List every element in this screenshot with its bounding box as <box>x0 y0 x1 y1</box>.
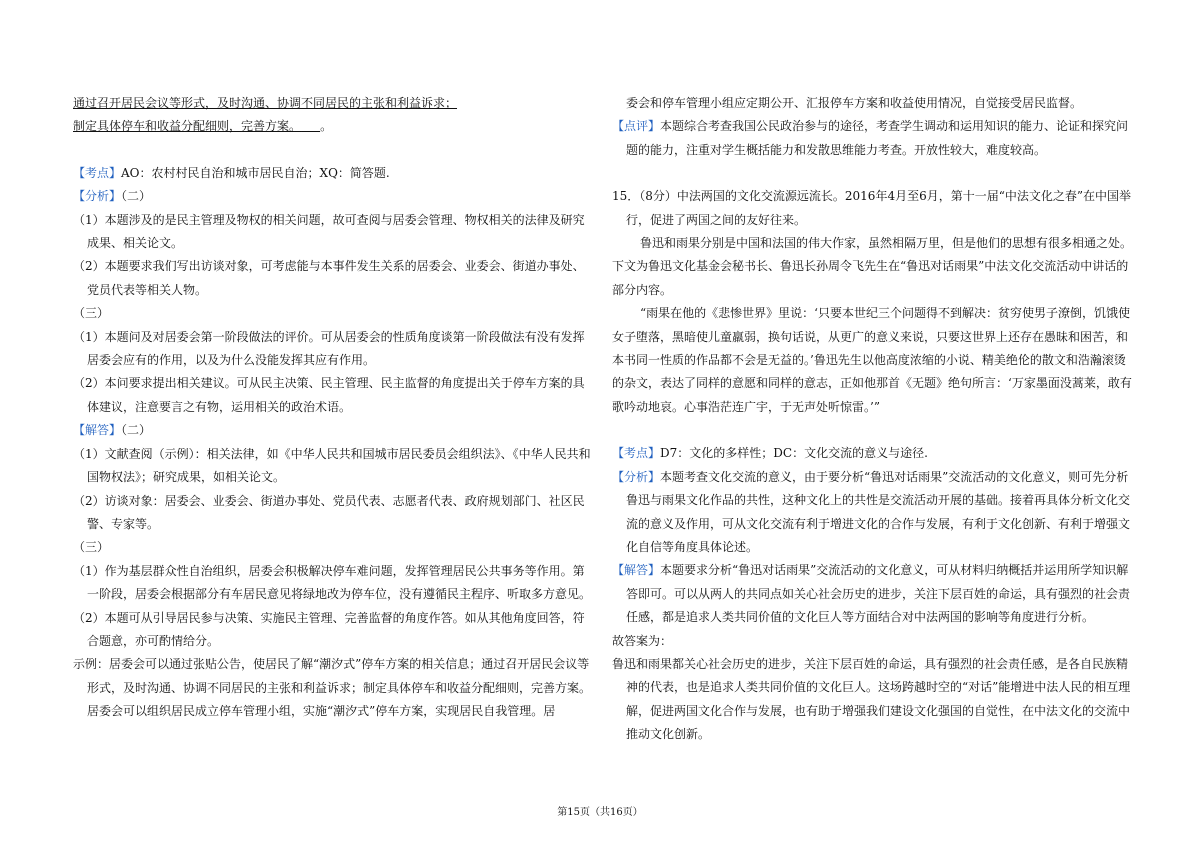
kaodian-text: AO：农村村民自治和城市居民自治；XQ：简答题. <box>121 165 390 180</box>
right-column <box>612 92 1132 747</box>
dianping-line <box>612 115 1132 162</box>
spacer <box>612 419 1132 442</box>
jieda-text: 本题要求分析“鲁迅对话雨果”交流活动的文化意义，可从材料归纳概括并运用所学知识解答即可。可以从两人的共同点如关心社会历史的进步，关注下层百姓的命运，具有强烈的社会责任感，都是追求人类共同价值的文化巨人等方面结合对中法两国的影响等角度进行分析。 <box>626 563 1131 625</box>
fenxi-item-2: （2）本题要求我们写出访谈对象，可考虑能与本事件发生关系的居委会、业委会、街道办事处、党员代表等相关人物。 <box>73 259 585 297</box>
underlined-answer-text: 制定具体停车和收益分配细则，完善方案。 <box>73 119 302 134</box>
jieda-item-1: （1）文献查阅（示例）：相关法律，如《中华人民共和国城市居民委员会组织法》、《中华人民共和国物权法》；研究成果，如相关论文。 <box>73 446 591 485</box>
underlined-answer-line-1: 通过召开居民会议等形式，及时沟通、协调不同居民的主张和利益诉求； <box>73 96 458 110</box>
kaodian-line <box>73 162 593 185</box>
underlined-answer-line-2 <box>73 115 593 138</box>
fenxi-line <box>73 185 593 208</box>
fenxi-line <box>612 466 1132 560</box>
jieda-tag: 【解答】 <box>73 423 122 438</box>
answer-paragraph: 鲁迅和雨果都关心社会历史的进步，关注下层百姓的命运，具有强烈的社会责任感，是各自民族精神的代表，也是追求人类共同价值的文化巨人。这场跨越时空的“对话”能增进中法人民的相互理解，促进两国文化合作与发展，也有助于增强我们建设文化强国的自觉性，在中法文化的交流中推动文化创新。 <box>612 656 1131 742</box>
left-column <box>73 92 593 724</box>
jieda-item-2: （2）访谈对象：居委会、业委会、街道办事处、党员代表、志愿者代表、政府规划部门、社区民警、专家等。 <box>73 493 585 531</box>
fenxi-tag: 【分析】 <box>73 189 122 204</box>
kaodian-tag: 【考点】 <box>73 165 122 180</box>
jieda-3-item-2: （2）本题可从引导居民参与决策、实施民主管理、完善监督的角度作答。如从其他角度回答，符合题意，亦可酌情给分。 <box>73 610 585 648</box>
fenxi-tag: 【分析】 <box>612 469 661 484</box>
example-paragraph: 示例：居委会可以通过张贴公告，使居民了解“潮汐式”停车方案的相关信息；通过召开居民会议等形式，及时沟通、协调不同居民的主张和利益诉求；制定具体停车和收益分配细则，完善方案。居委会可以组织居民成立停车管理小组，实施“潮汐式”停车方案，实现居民自我管理。居 <box>73 657 592 719</box>
kaodian-text: D7：文化的多样性；DC：文化交流的意义与途径. <box>660 446 928 461</box>
dianping-text: 本题综合考查我国公民政治参与的途径，考查学生调动和运用知识的能力、论证和探究问题的能力，注重对学生概括能力和发散思维能力考查。开放性较大，难度较高。 <box>626 119 1129 157</box>
fenxi-item-1: （1）本题涉及的是民主管理及物权的相关问题，故可查阅与居委会管理、物权相关的法律及研究成果、相关论文。 <box>73 212 585 251</box>
question-15: 15．（8分）中法两国的文化交流源远流长。2016年4月至6月，第十一届“中法文化之春”在中国举行，促进了两国之间的友好往来。 <box>612 189 1131 227</box>
blank <box>301 119 320 133</box>
jieda-line <box>73 419 593 442</box>
continued-text: 委会和停车管理小组应定期公开、汇报停车方案和收益使用情况，自觉接受居民监督。 <box>626 96 1083 110</box>
fenxi-text: 本题考查文化交流的意义，由于要分析“鲁迅对话雨果”交流活动的文化意义，则可先分析鲁迅与雨果文化作品的共性，这种文化上的共性是交流活动开展的基础。接着再具体分析文化交流的意义及作用，可从文化交流有利于增进文化的合作与发展，有利于文化创新、有利于增强文化自信等角度具体论述。 <box>626 469 1131 554</box>
material-paragraph-1: 鲁迅和雨果分别是中国和法国的伟大作家，虽然相隔万里，但是他们的思想有很多相通之处。下文为鲁迅文化基金会秘书长、鲁迅长孙周令飞先生在“鲁迅对话雨果”中法文化交流活动中讲话的部分内容。 <box>612 236 1133 297</box>
fenxi-3-item-1: （1）本题问及对居委会第一阶段做法的评价。可从居委会的性质角度谈第一阶段做法有没有发挥居委会应有的作用，以及为什么没能发挥其应有作用。 <box>73 329 585 368</box>
kaodian-tag: 【考点】 <box>612 446 661 461</box>
jieda-3-item-1: （1）作为基层群众性自治组织，居委会积极解决停车难问题，发挥管理居民公共事务等作用。第一阶段，居委会根据部分有车居民意见将绿地改为停车位，没有遵循民主程序、听取多方意见。 <box>73 563 592 602</box>
fenxi-section-3: （三） <box>73 306 110 321</box>
jieda-line <box>612 559 1132 629</box>
dianping-tag: 【点评】 <box>612 119 661 134</box>
fenxi-3-item-2: （2）本问要求提出相关建议。可从民主决策、民主管理、民主监督的角度提出关于停车方案的具体建议，注意要言之有物，运用相关的政治术语。 <box>73 376 585 414</box>
jieda-tag: 【解答】 <box>612 563 661 578</box>
period: 。 <box>320 119 333 134</box>
fenxi-text: （二） <box>121 189 152 204</box>
spacer <box>612 162 1132 185</box>
answer-heading: 故答案为： <box>612 633 673 648</box>
jieda-text: （二） <box>121 423 152 438</box>
kaodian-line <box>612 442 1132 465</box>
page-footer: 第15页（共16页） <box>557 807 643 818</box>
spacer <box>73 139 593 162</box>
material-paragraph-2: “雨果在他的《悲惨世界》里说：‘只要本世纪三个问题得不到解决：贫穷使男子潦倒，饥饿使女子堕落，黑暗使儿童羸弱，换句话说，从更广的意义来说，只要这世界上还存在愚昧和困苦，和本书同一性质的作品都不会是无益的。’鲁迅先生以他高度浓缩的小说、精美绝伦的散文和浩瀚滚烫的杂文，表达了同样的意愿和同样的意志，正如他那首《无题》绝句所言：‘万家墨面没蒿莱，敢有歌吟动地哀。心事浩茫连广宇，于无声处听惊雷。’” <box>612 306 1132 414</box>
jieda-section-3: （三） <box>73 540 110 555</box>
